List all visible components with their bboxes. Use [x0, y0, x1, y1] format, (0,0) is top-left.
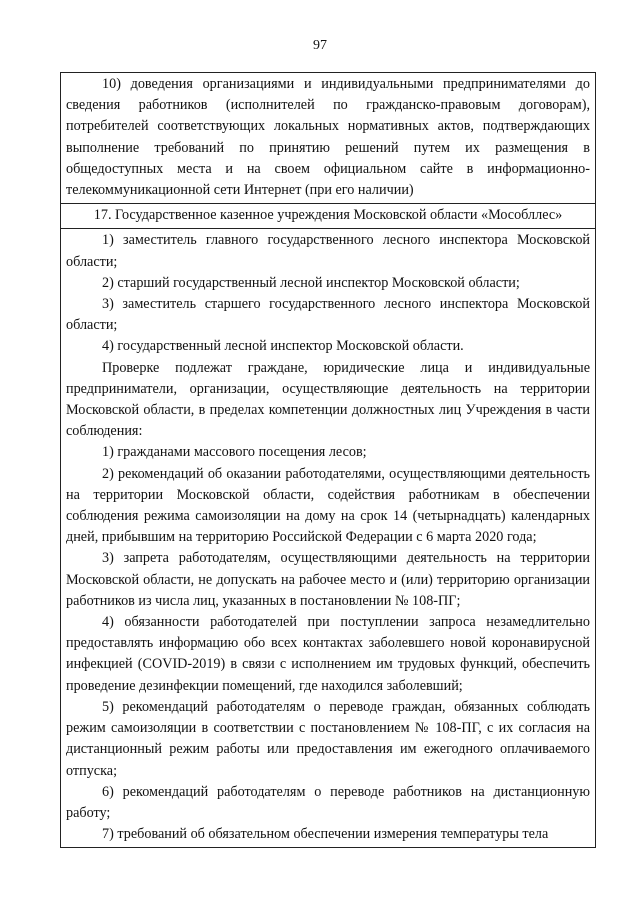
section-17-body-cell: [61, 229, 596, 848]
table-row: [61, 204, 596, 229]
requirement-item: 6) рекомендаций работодателям о переводе работников на дистанционную работу;: [66, 783, 590, 821]
page-number: 97: [313, 38, 327, 53]
requirement-item: 3) запрета работодателям, осуществляющими деятельность на территории Московской области, не допускать на рабочее место и (или) территорию организации работников из числа лиц, указанных в постановлении № 108-ПГ;: [66, 550, 590, 609]
document-table: [60, 72, 596, 848]
table-row: [61, 73, 596, 204]
requirement-item: 4) обязанности работодателей при поступлении запроса незамедлительно предоставлять информацию обо всех контактах заболевшего новой коронавирусной инфекцией (COVID-2019) в связи с исполнением им трудовых функций, обеспечить проведение дезинфекции помещений, где находился заболевший;: [66, 614, 590, 694]
official-item: 1) заместитель главного государственного лесного инспектора Московской области;: [66, 232, 590, 270]
section-16-tail-cell: [61, 73, 596, 204]
table-row: [61, 229, 596, 848]
section-17-heading-cell: [61, 204, 596, 229]
paragraph-item-10: 10) доведения организациями и индивидуальными предпринимателями до сведения работников (исполнителей по гражданско-правовым договорам), потребителей соответствующих локальных нормативных актов, подтверждающих выполнение требований по принятию решений путем их размещения в общедоступных места и на своем официальном сайте в информационно-телекоммуникационной сети Интернет (при его наличии): [66, 76, 590, 199]
official-item: 2) старший государственный лесной инспектор Московской области;: [102, 274, 520, 291]
inspection-intro: Проверке подлежат граждане, юридические лица и индивидуальные предприниматели, организации, осуществляющие деятельность на территории Московской области, в пределах компетенции должностных лиц Учреждения в части соблюдения:: [66, 359, 590, 440]
official-item: 3) заместитель старшего государственного лесного инспектора Московской области;: [66, 296, 590, 334]
official-item: 4) государственный лесной инспектор Московской области.: [102, 338, 464, 355]
requirement-item: 7) требований об обязательном обеспечении измерения температуры тела: [102, 826, 549, 843]
requirement-item: 1) гражданами массового посещения лесов;: [102, 444, 367, 461]
requirement-item: 5) рекомендаций работодателям о переводе граждан, обязанных соблюдать режим самоизоляции в соответствии с постановлением № 108-ПГ, с их согласия на дистанционный режим работы или предоставления им ежегодного оплачиваемого отпуска;: [66, 698, 590, 779]
requirement-item: 2) рекомендаций об оказании работодателями, осуществляющими деятельность на территории Московской области, содействия работникам в обеспечении соблюдения режима самоизоляции на дому на срок 14 (четырнадцать) календарных дней, прибывшим на территорию Российской Федерации с 6 марта 2020 года;: [66, 465, 590, 546]
section-17-heading: 17. Государственное казенное учреждения Московской области «Мособллес»: [93, 207, 563, 224]
